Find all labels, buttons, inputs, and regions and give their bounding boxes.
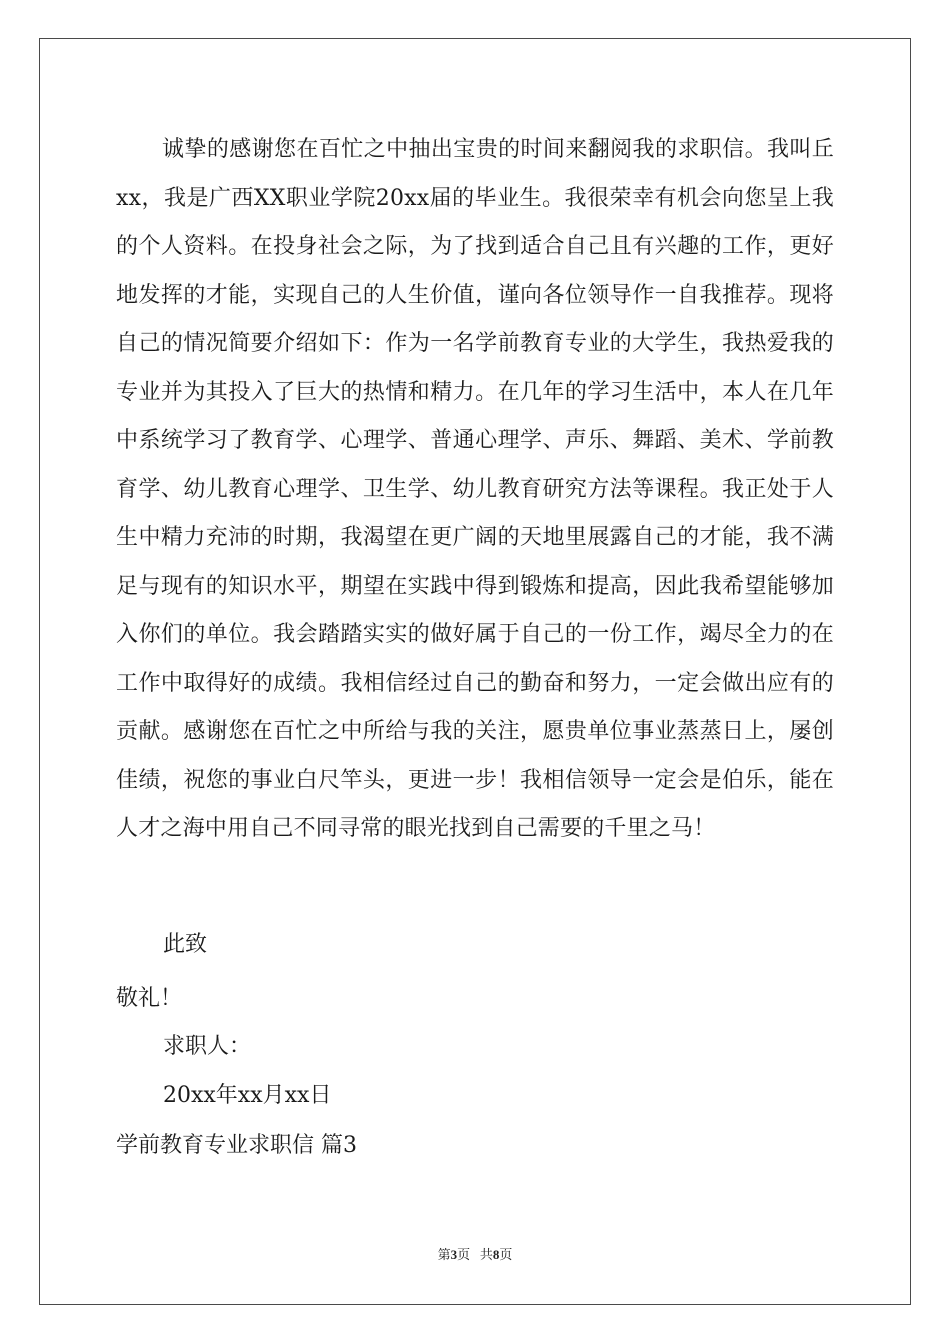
letter-date: 20xx年xx月xx日 (163, 1083, 332, 1108)
current-page-number: 3 (450, 1247, 458, 1262)
total-pages-number: 8 (492, 1247, 500, 1262)
page-prefix: 第 (437, 1247, 451, 1262)
closing-salutation: 此致 (163, 932, 208, 957)
applicant-label: 求职人： (163, 1034, 252, 1059)
total-prefix: 共 (479, 1247, 493, 1262)
page-footer (0, 1246, 950, 1264)
total-suffix: 页 (499, 1247, 513, 1262)
next-section-title: 学前教育专业求职信 篇3 (116, 1133, 357, 1158)
closing-respect: 敬礼！ (116, 986, 183, 1011)
letter-body: 诚挚的感谢您在百忙之中抽出宝贵的时间来翻阅我的求职信。我叫丘xx，我是广西XX职业学院20xx届的毕业生。我很荣幸有机会向您呈上我的个人资料。在投身社会之际，为了找到适合自己且有兴趣的工作，更好地发挥的才能，实现自己的人生价值，谨向各位领导作一自我推荐。现将自己的情况简要介绍如下：作为一名学前教育专业的大学生，我热爱我的专业并为其投入了巨大的热情和精力。在几年的学习生活中，本人在几年中系统学习了教育学、心理学、普通心理学、声乐、舞蹈、美术、学前教育学、幼儿教育心理学、卫生学、幼儿教育研究方法等课程。我正处于人生中精力充沛的时期，我渴望在更广阔的天地里展露自己的才能，我不满足与现有的知识水平，期望在实践中得到锻炼和提高，因此我希望能够加入你们的单位。我会踏踏实实的做好属于自己的一份工作，竭尽全力的在工作中取得好的成绩。我相信经过自己的勤奋和努力，一定会做出应有的贡献。感谢您在百忙之中所给与我的关注，愿贵单位事业蒸蒸日上，屡创佳绩，祝您的事业白尺竿头，更进一步！我相信领导一定会是伯乐，能在人才之海中用自己不同寻常的眼光找到自己需要的千里之马！ (116, 137, 834, 841)
page-suffix: 页 (457, 1247, 471, 1262)
